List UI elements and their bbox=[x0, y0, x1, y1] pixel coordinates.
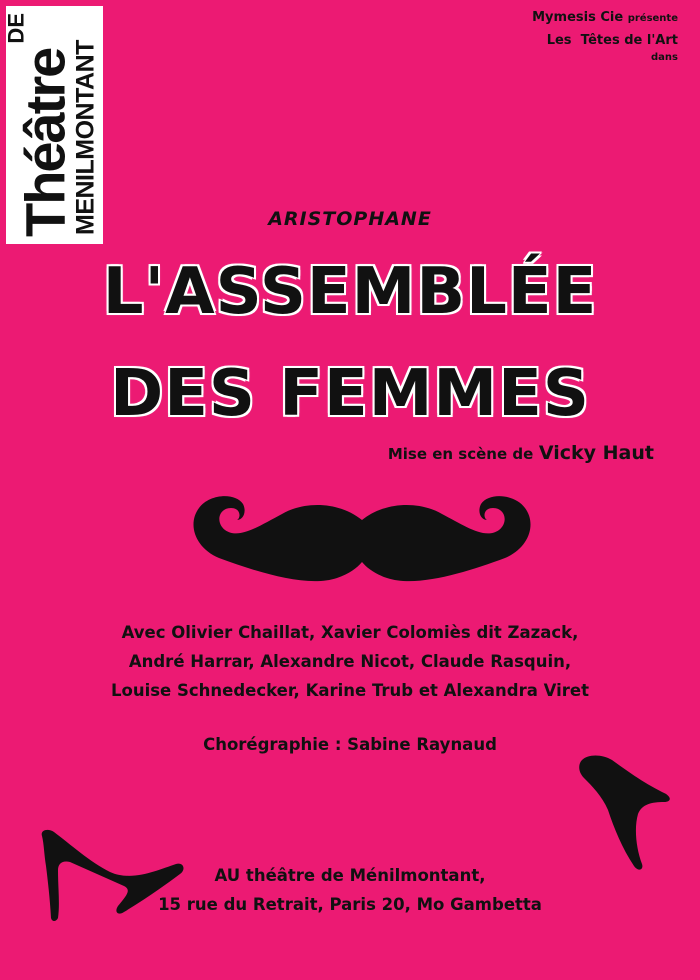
choreography-credit: Chorégraphie : Sabine Raynaud bbox=[203, 735, 497, 754]
logo-menilmontant: MENILMONTANT bbox=[71, 40, 100, 235]
title-line-2: DES FEMMES bbox=[110, 357, 590, 431]
presents-text: présente bbox=[627, 13, 678, 24]
cast-line-2: André Harrar, Alexandre Nicot, Claude Rasquin, bbox=[128, 652, 572, 671]
logo-de: DE bbox=[3, 13, 29, 44]
director-name: Vicky Haut bbox=[538, 442, 654, 464]
author-name: ARISTOPHANE bbox=[268, 208, 432, 230]
troupe-name: Les Têtes de l'Art bbox=[546, 33, 678, 48]
mustache-icon bbox=[187, 492, 537, 602]
title-line-1: L'ASSEMBLÉE bbox=[102, 255, 598, 329]
director-credit bbox=[388, 442, 654, 464]
cast-line-1: Avec Olivier Chaillat, Xavier Colomiès dit Zazack, bbox=[121, 623, 579, 642]
venue-info bbox=[0, 861, 700, 919]
venue-line-2: 15 rue du Retrait, Paris 20, Mo Gambetta bbox=[158, 895, 542, 914]
in-text: dans bbox=[651, 52, 678, 63]
director-prefix: Mise en scène de bbox=[387, 445, 534, 463]
logo-theatre: Théâtre bbox=[13, 48, 77, 237]
high-heel-shoe-right-icon bbox=[578, 752, 678, 872]
production-credits bbox=[532, 8, 678, 65]
cast-list bbox=[0, 618, 700, 705]
venue-line-1: AU théâtre de Ménilmontant, bbox=[214, 866, 486, 885]
company-name: Mymesis Cie bbox=[532, 10, 624, 25]
cast-line-3: Louise Schnedecker, Karine Trub et Alexandra Viret bbox=[110, 681, 589, 700]
theatre-logo-text bbox=[3, 9, 103, 241]
